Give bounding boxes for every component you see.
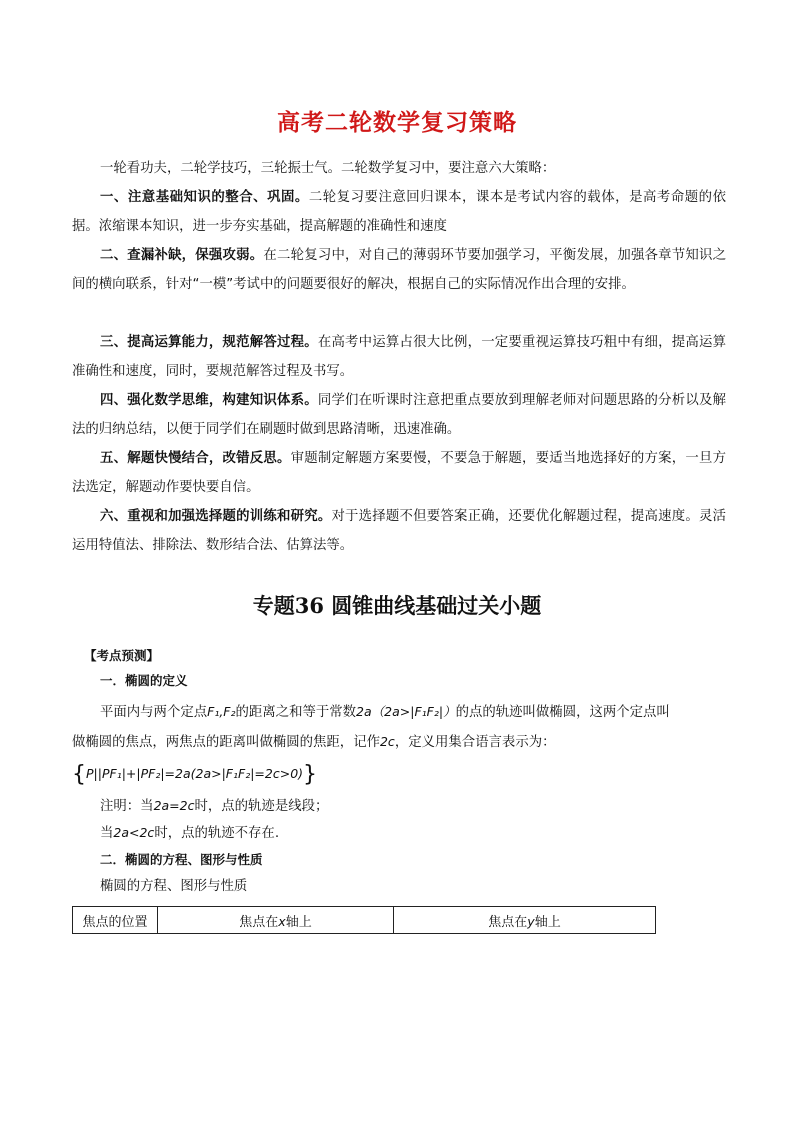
note-text: 时，点的轨迹是线段； (194, 799, 329, 814)
table-header-cell (394, 907, 656, 934)
section-2-subtitle: 椭圆的方程、图形与性质 (100, 879, 248, 894)
set-brace-left: { (72, 762, 86, 787)
note-math: 2a<2c (113, 825, 155, 840)
header-var: x (278, 913, 286, 929)
table-header-cell: 焦点的位置 (73, 907, 158, 934)
strategy-heading: 三、提高运算能力，规范解答过程。 (100, 335, 318, 350)
note-text: 时，点的轨迹不存在. (154, 826, 280, 841)
header-text: 轴上 (285, 914, 312, 930)
header-text: 轴上 (534, 914, 561, 930)
ellipse-properties-table (72, 906, 656, 934)
note-text: 注明：当 (100, 799, 154, 814)
table-header-cell (158, 907, 394, 934)
definition-math: 2c (379, 734, 395, 749)
note-text: 当 (100, 826, 114, 841)
set-expression-math: P||PF₁|+|PF₂|=2a(2a>|F₁F₂|=2c>0) (86, 766, 304, 781)
definition-line-1 (100, 701, 670, 724)
strategy-body: 同学们在听课时注意把重点要放到理解老师对问题思路的分析以及解法的归纳总结，以便于同学们在刷题时做到思路清晰，迅速准确。 (72, 393, 727, 437)
strategy-heading: 五、解题快慢结合，改错反思。 (100, 451, 291, 466)
header-var: y (527, 913, 535, 929)
strategy-paragraph-2 (72, 241, 726, 299)
note-math: 2a=2c (153, 798, 195, 813)
header-text: 焦点在 (239, 914, 279, 930)
note-line-1 (100, 795, 328, 818)
page-title: 高考二轮数学复习策略 (277, 110, 517, 136)
header-text: 焦点在 (488, 914, 528, 930)
strategy-paragraph-4 (72, 386, 726, 444)
strategy-heading: 一、注意基础知识的整合、巩固。 (100, 190, 309, 205)
table-header-row (73, 907, 656, 934)
definition-text: 的距离之和等于常数 (235, 705, 357, 720)
strategy-paragraph-3 (72, 328, 726, 386)
section-2-title: 二．椭圆的方程、图形与性质 (100, 852, 263, 867)
topic-title: 专题36 圆锥曲线基础过关小题 (252, 593, 542, 618)
note-line-2 (100, 822, 279, 845)
strategy-heading: 四、强化数学思维，构建知识体系。 (100, 393, 318, 408)
strategy-paragraph-5 (72, 444, 726, 502)
definition-line-2 (72, 731, 556, 754)
strategy-paragraph-1 (72, 183, 726, 241)
intro-paragraph: 一轮看功夫，二轮学技巧，三轮振士气。二轮数学复习中，要注意六大策略： (100, 161, 556, 176)
strategy-body: 对于选择题不但要答案正确，还要优化解题过程，提高速度。灵活运用特值法、排除法、数形结合法、估算法等。 (72, 509, 727, 553)
definition-text: 平面内与两个定点 (100, 705, 208, 720)
strategy-body: 在高考中运算占很大比例，一定要重视运算技巧粗中有细，提高运算准确性和速度，同时，要规范解答过程及书写。 (72, 335, 727, 379)
definition-math: F₁,F₂ (207, 704, 236, 719)
section-1-title: 一．椭圆的定义 (100, 673, 188, 688)
section-label: 【考点预测】 (84, 648, 160, 663)
strategy-heading: 六、重视和加强选择题的训练和研究。 (100, 509, 332, 524)
strategy-paragraph-6 (72, 502, 726, 560)
definition-text: 做椭圆的焦点，两焦点的距离叫做椭圆的焦距，记作 (72, 735, 380, 750)
definition-text: 的点的轨迹叫做椭圆，这两个定点叫 (455, 705, 670, 720)
strategy-body: 二轮复习要注意回归课本，课本是考试内容的载体，是高考命题的依据。浓缩课本知识，进一步夯实基础，提高解题的准确性和速度 (72, 190, 726, 234)
definition-math: 2a (356, 704, 372, 719)
set-expression (72, 762, 317, 787)
definition-text: ，定义用集合语言表示为： (394, 735, 556, 750)
strategy-body: 在二轮复习中，对自己的薄弱环节要加强学习，平衡发展，加强各章节知识之间的横向联系，针对“一模”考试中的问题要很好的解决，根据自己的实际情况作出合理的安排。 (72, 248, 727, 292)
strategy-body: 审题制定解题方案要慢，不要急于解题，要适当地选择好的方案，一旦方法选定，解题动作要快要自信。 (72, 451, 727, 495)
definition-math: （2a>|F₁F₂|） (371, 704, 456, 719)
strategy-heading: 二、查漏补缺，保强攻弱。 (100, 248, 264, 263)
set-brace-right: } (303, 762, 318, 787)
